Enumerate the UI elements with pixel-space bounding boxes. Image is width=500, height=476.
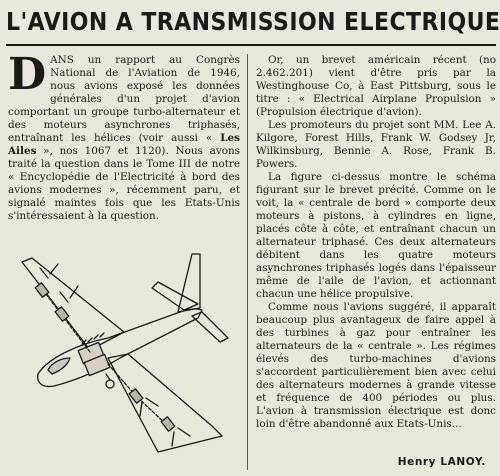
paragraph-promoters: Les promoteurs du projet sont MM. Lee A. Kilgore, Forest Hills, Frank W. Godsey Jr, Wilkinsburg, Bennie A. Rose, Frank B. Powers. [256,119,496,170]
paragraph-turbines: Comme nous l'avions suggéré, il apparaît beaucoup plus avantageux de faire appel à des turbines à gaz pour entraîner les alternateurs de la « centrale ». Les régimes élevés des turbo-machines d'avions s'accordent particulièrement bien avec celui des alternateurs modernes à grande vitesse et fréquence de 400 périodes ou plus. L'avion à transmission électrique est donc loin d'être abandonné aux Etats-Unis... [256,301,496,430]
motor-left-1 [55,286,78,321]
intro-text-rest: », nos 1067 et 1120). Nous avons traité la question dans le Tome III de notre « Encyclopédie de l'Electricité à bord des avions modernes », récemment paru, et signalé maintes fois que les Etats-Unis s'intéressaient à la question. [8,145,240,222]
headline: L'AVION A TRANSMISSION ELECTRIQUE [6,7,500,36]
airplane-schematic [8,246,240,472]
landing-wheel [106,380,114,388]
left-column [8,49,240,223]
right-column [256,54,496,431]
dropcap: D [8,49,47,100]
intro-text: ANS un rapport au Congrès National de l'Aviation de 1946, nous avions exposé les données générales d'un projet d'avion comportant un groupe turbo-alternateur et des moteurs asynchrones triphasés, entraînant les hélices (voir aussi « [8,54,240,144]
wing-right [108,354,222,452]
tail-plane-lower [192,312,228,342]
patent-figure [8,246,240,472]
gear-strut [106,374,110,380]
cylinders [82,333,104,344]
tail-plane-upper [152,282,198,310]
paragraph-figure: La figure ci-dessus montre le schéma figurant sur le brevet précité. Comme on le voit, la « centrale de bord » comporte deux moteurs à pistons, à cylindres en ligne, placés côte à côte, et entraînant chacun un alternateur triphasé. Ces deux alternateurs débitent dans les quatre moteurs asynchrones triphasés logés dans l'épaisseur même de l'aile de l'avion, et actionnant chacun une hélice propulsive. [256,171,496,300]
reference-title: Les Ailes [8,132,240,157]
author-signature: Henry LANOY. [397,456,486,468]
intro-paragraph [8,49,240,223]
column-divider [247,54,248,470]
headline-rule [6,44,496,46]
cable-left [46,294,90,352]
wing-left [22,258,124,350]
motor-right-2 [161,417,190,446]
paragraph-patent: Or, un brevet américain récent (no 2.462.201) vient d'être pris par la Westinghouse Co, à East Pittsburg, sous le titre : « Electrical Airplane Propulsion » (Propulsion électrique d'avion). [256,54,496,118]
